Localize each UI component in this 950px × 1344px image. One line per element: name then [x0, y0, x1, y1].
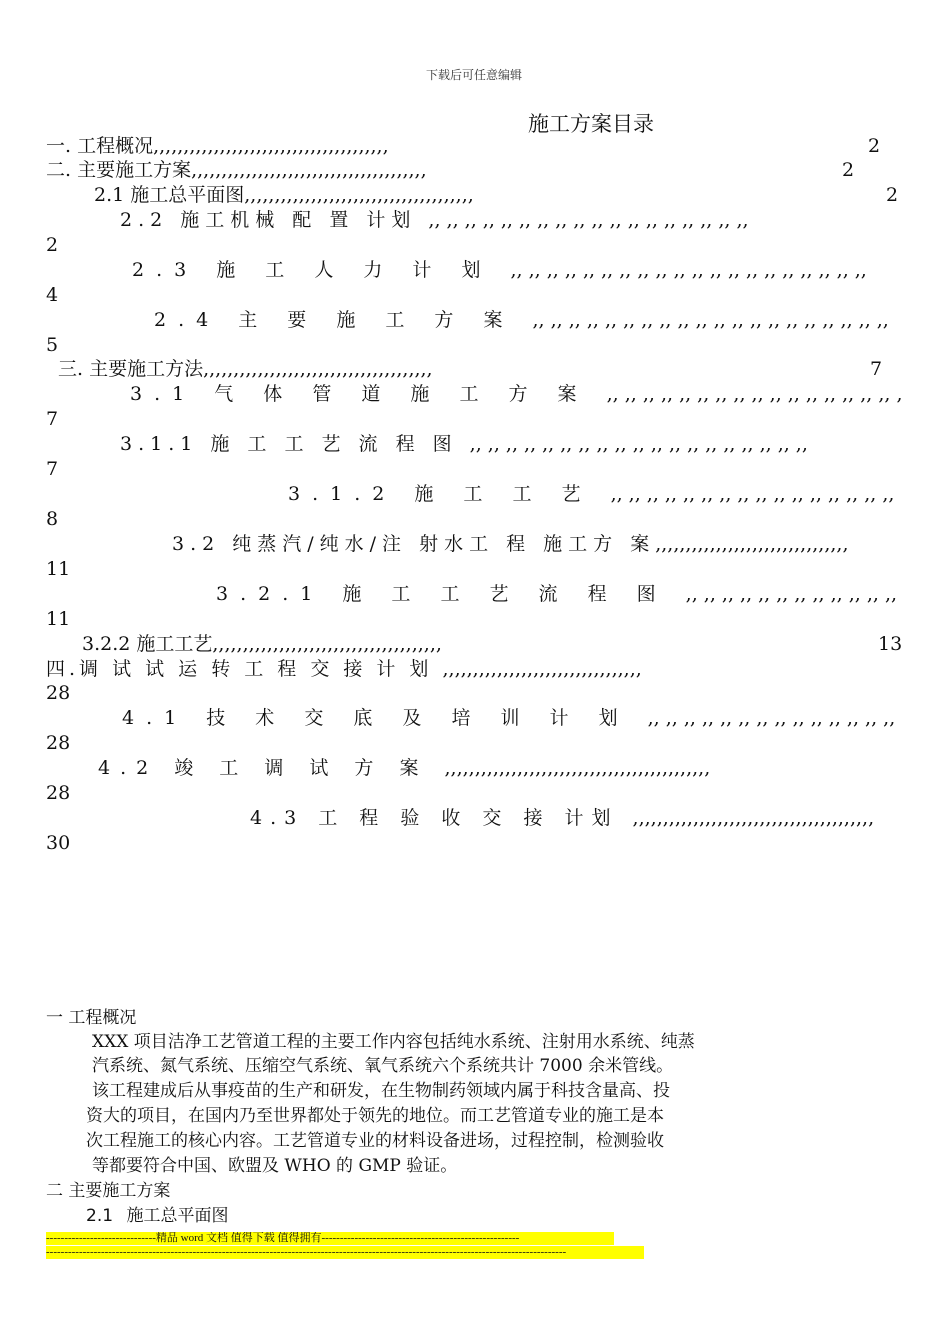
- toc-entry-2-3[interactable]: [132, 258, 867, 282]
- toc-entry-label: 4.2 竣 工 调 试 方 案: [98, 757, 429, 779]
- toc-entry-leader: ,,,,,,,,,,,,,,,,,,,,,,,,,,,,,,,,,,,,,,,: [191, 159, 427, 181]
- toc-entry-leader: ,,,,,,,,,,,,,,,,,,,,,,,,,,,,,,,,: [655, 533, 849, 555]
- toc-entry-leader: ,,,,,,,,,,,,,,,,,,,,,,,,,,,,,,,,,,,,,,: [244, 184, 474, 206]
- toc-page-number: 2: [868, 135, 881, 157]
- subsection-title: 施工总平面图: [126, 1206, 229, 1226]
- paragraph-line: 该工程建成后从事疫苗的生产和研发，在生物制药领域内属于科技含量高、投: [92, 1081, 670, 1101]
- toc-entry-leader: ,, ,, ,, ,, ,, ,, ,, ,, ,, ,, ,, ,, ,, ,, ,, ,, ,, ,,: [428, 209, 749, 231]
- paragraph-line: 等都要符合中国、欧盟及 WHO 的 GMP 验证。: [92, 1156, 458, 1176]
- toc-entry-label: 二. 主要施工方案: [46, 159, 192, 181]
- toc-entry-leader: ,, ,, ,, ,, ,, ,, ,, ,, ,, ,, ,, ,, ,, ,, ,, ,, ,: [606, 383, 903, 405]
- toc-entry-leader: ,,,,,,,,,,,,,,,,,,,,,,,,,,,,,,,,,,,,,,: [203, 358, 433, 380]
- toc-entry-label: 3.1 气 体 管 道 施 工 方 案: [130, 383, 589, 405]
- section-heading-overview: 一 工程概况: [46, 1008, 137, 1028]
- toc-entry-leader: ,,,,,,,,,,,,,,,,,,,,,,,,,,,,,,,,,,,,,,,,: [632, 807, 875, 829]
- toc-entry-leader: ,, ,, ,, ,, ,, ,, ,, ,, ,, ,, ,, ,,: [685, 583, 898, 605]
- paragraph-line: XXX 项目洁净工艺管道工程的主要工作内容包括纯水系统、注射用水系统、纯蒸: [92, 1032, 695, 1052]
- section-heading-main-plan: 二 主要施工方案: [46, 1181, 171, 1201]
- toc-entry-leader: ,, ,, ,, ,, ,, ,, ,, ,, ,, ,, ,, ,, ,, ,,: [647, 707, 896, 729]
- toc-entry-2-4[interactable]: [154, 308, 889, 332]
- toc-entry-3-2-1[interactable]: [216, 582, 897, 606]
- toc-entry-leader: ,, ,, ,, ,, ,, ,, ,, ,, ,, ,, ,, ,, ,, ,, ,, ,, ,, ,, ,, ,,: [532, 309, 889, 331]
- toc-entry-label: 4.3 工 程 验 收 交 接 计划: [250, 807, 619, 829]
- toc-entry-leader: ,,,,,,,,,,,,,,,,,,,,,,,,,,,,,,,,,,,,,,,: [153, 135, 389, 157]
- toc-entry-label: 2.4 主 要 施 工 方 案: [154, 309, 515, 331]
- toc-entry-label: 3.2.1 施 工 工 艺 流 程 图: [216, 583, 668, 605]
- toc-entry-label: 2.2 施工机械 配 置 计划: [120, 209, 417, 231]
- toc-page-number: 11: [46, 608, 71, 630]
- toc-entry-3-2[interactable]: [172, 532, 848, 556]
- toc-entry-leader: ,,,,,,,,,,,,,,,,,,,,,,,,,,,,,,,,,,,,,,: [212, 633, 442, 655]
- toc-entry-label: 一. 工程概况: [46, 135, 154, 157]
- toc-entry-leader: ,, ,, ,, ,, ,, ,, ,, ,, ,, ,, ,, ,, ,, ,, ,, ,,: [610, 483, 895, 505]
- toc-entry-label: 3.2 纯蒸汽/纯水/注 射水工 程 施工方 案: [172, 533, 656, 555]
- toc-page-number: 4: [46, 284, 59, 306]
- toc-page-number: 2: [46, 234, 59, 256]
- paragraph-line: 次工程施工的核心内容。工艺管道专业的材料设备进场，过程控制，检测验收: [86, 1131, 664, 1151]
- toc-entry-3-2-2[interactable]: [82, 632, 442, 656]
- toc-entry-label: 2.1 施工总平面图: [94, 184, 245, 206]
- toc-entry-4-1[interactable]: [122, 706, 895, 730]
- toc-page-number: 8: [46, 508, 59, 530]
- footer-banner-line1: ------------------------------精品 word 文档 值得下载 值得拥有------------------------------------------------------: [46, 1232, 614, 1245]
- toc-entry-leader: ,,,,,,,,,,,,,,,,,,,,,,,,,,,,,,,,,: [442, 658, 642, 680]
- toc-page-number: 7: [46, 408, 59, 430]
- toc-page-number: 7: [46, 458, 59, 480]
- toc-entry-2[interactable]: [46, 158, 427, 182]
- toc-entry-3-1-2[interactable]: [288, 482, 894, 506]
- toc-entry-label: 2.3 施 工 人 力 计 划: [132, 259, 493, 281]
- toc-entry-label: 3.2.2 施工工艺: [82, 633, 213, 655]
- toc-entry-4[interactable]: [46, 657, 642, 681]
- toc-page-number: 5: [46, 334, 59, 356]
- footer-banner-line2: ----------------------------------------------------------------------------------------------------------------------------------------------: [46, 1246, 644, 1259]
- toc-entry-leader: ,, ,, ,, ,, ,, ,, ,, ,, ,, ,, ,, ,, ,, ,, ,, ,, ,, ,, ,,: [469, 433, 808, 455]
- paragraph-line: 资大的项目，在国内乃至世界都处于领先的地位。而工艺管道专业的施工是本: [86, 1106, 664, 1126]
- toc-page-number: 28: [46, 732, 71, 754]
- toc-entry-label: 四.调 试 试 运 转 工 程 交 接 计 划: [46, 658, 433, 680]
- toc-entry-2-1[interactable]: [94, 183, 474, 207]
- paragraph-line: 汽系统、氮气系统、压缩空气系统、氧气系统六个系统共计 7000 余米管线。: [92, 1056, 674, 1076]
- toc-entry-3-1[interactable]: [130, 382, 903, 406]
- toc-entry-3[interactable]: [58, 357, 433, 381]
- toc-page-number: 28: [46, 682, 71, 704]
- toc-entry-4-3[interactable]: [250, 806, 874, 830]
- toc-entry-label: 4.1 技 术 交 底 及 培 训 计 划: [122, 707, 630, 729]
- toc-entry-label: 三. 主要施工方法: [58, 358, 204, 380]
- subsection-number: 2.1: [86, 1206, 114, 1226]
- toc-page-number: 13: [878, 633, 903, 655]
- toc-page-number: 2: [886, 184, 899, 206]
- toc-entry-leader: ,,,,,,,,,,,,,,,,,,,,,,,,,,,,,,,,,,,,,,,,,,,,: [444, 757, 711, 779]
- toc-page-number: 30: [46, 832, 71, 854]
- toc-entry-4-2[interactable]: [98, 756, 710, 780]
- toc-entry-leader: ,, ,, ,, ,, ,, ,, ,, ,, ,, ,, ,, ,, ,, ,, ,, ,, ,, ,, ,, ,,: [510, 259, 867, 281]
- toc-title: 施工方案目录: [528, 112, 654, 136]
- toc-entry-3-1-1[interactable]: [120, 432, 808, 456]
- toc-page-number: 7: [870, 358, 883, 380]
- toc-page-number: 11: [46, 558, 71, 580]
- header-note: 下载后可任意编辑: [426, 68, 523, 82]
- toc-page-number: 28: [46, 782, 71, 804]
- toc-entry-2-2[interactable]: [120, 208, 749, 232]
- toc-entry-label: 3.1.2 施 工 工 艺: [288, 483, 593, 505]
- toc-page-number: 2: [842, 159, 855, 181]
- toc-entry-label: 3.1.1 施 工 工 艺 流 程 图: [120, 433, 458, 455]
- subsection-2-1: [86, 1204, 228, 1228]
- toc-entry-1[interactable]: [46, 134, 389, 158]
